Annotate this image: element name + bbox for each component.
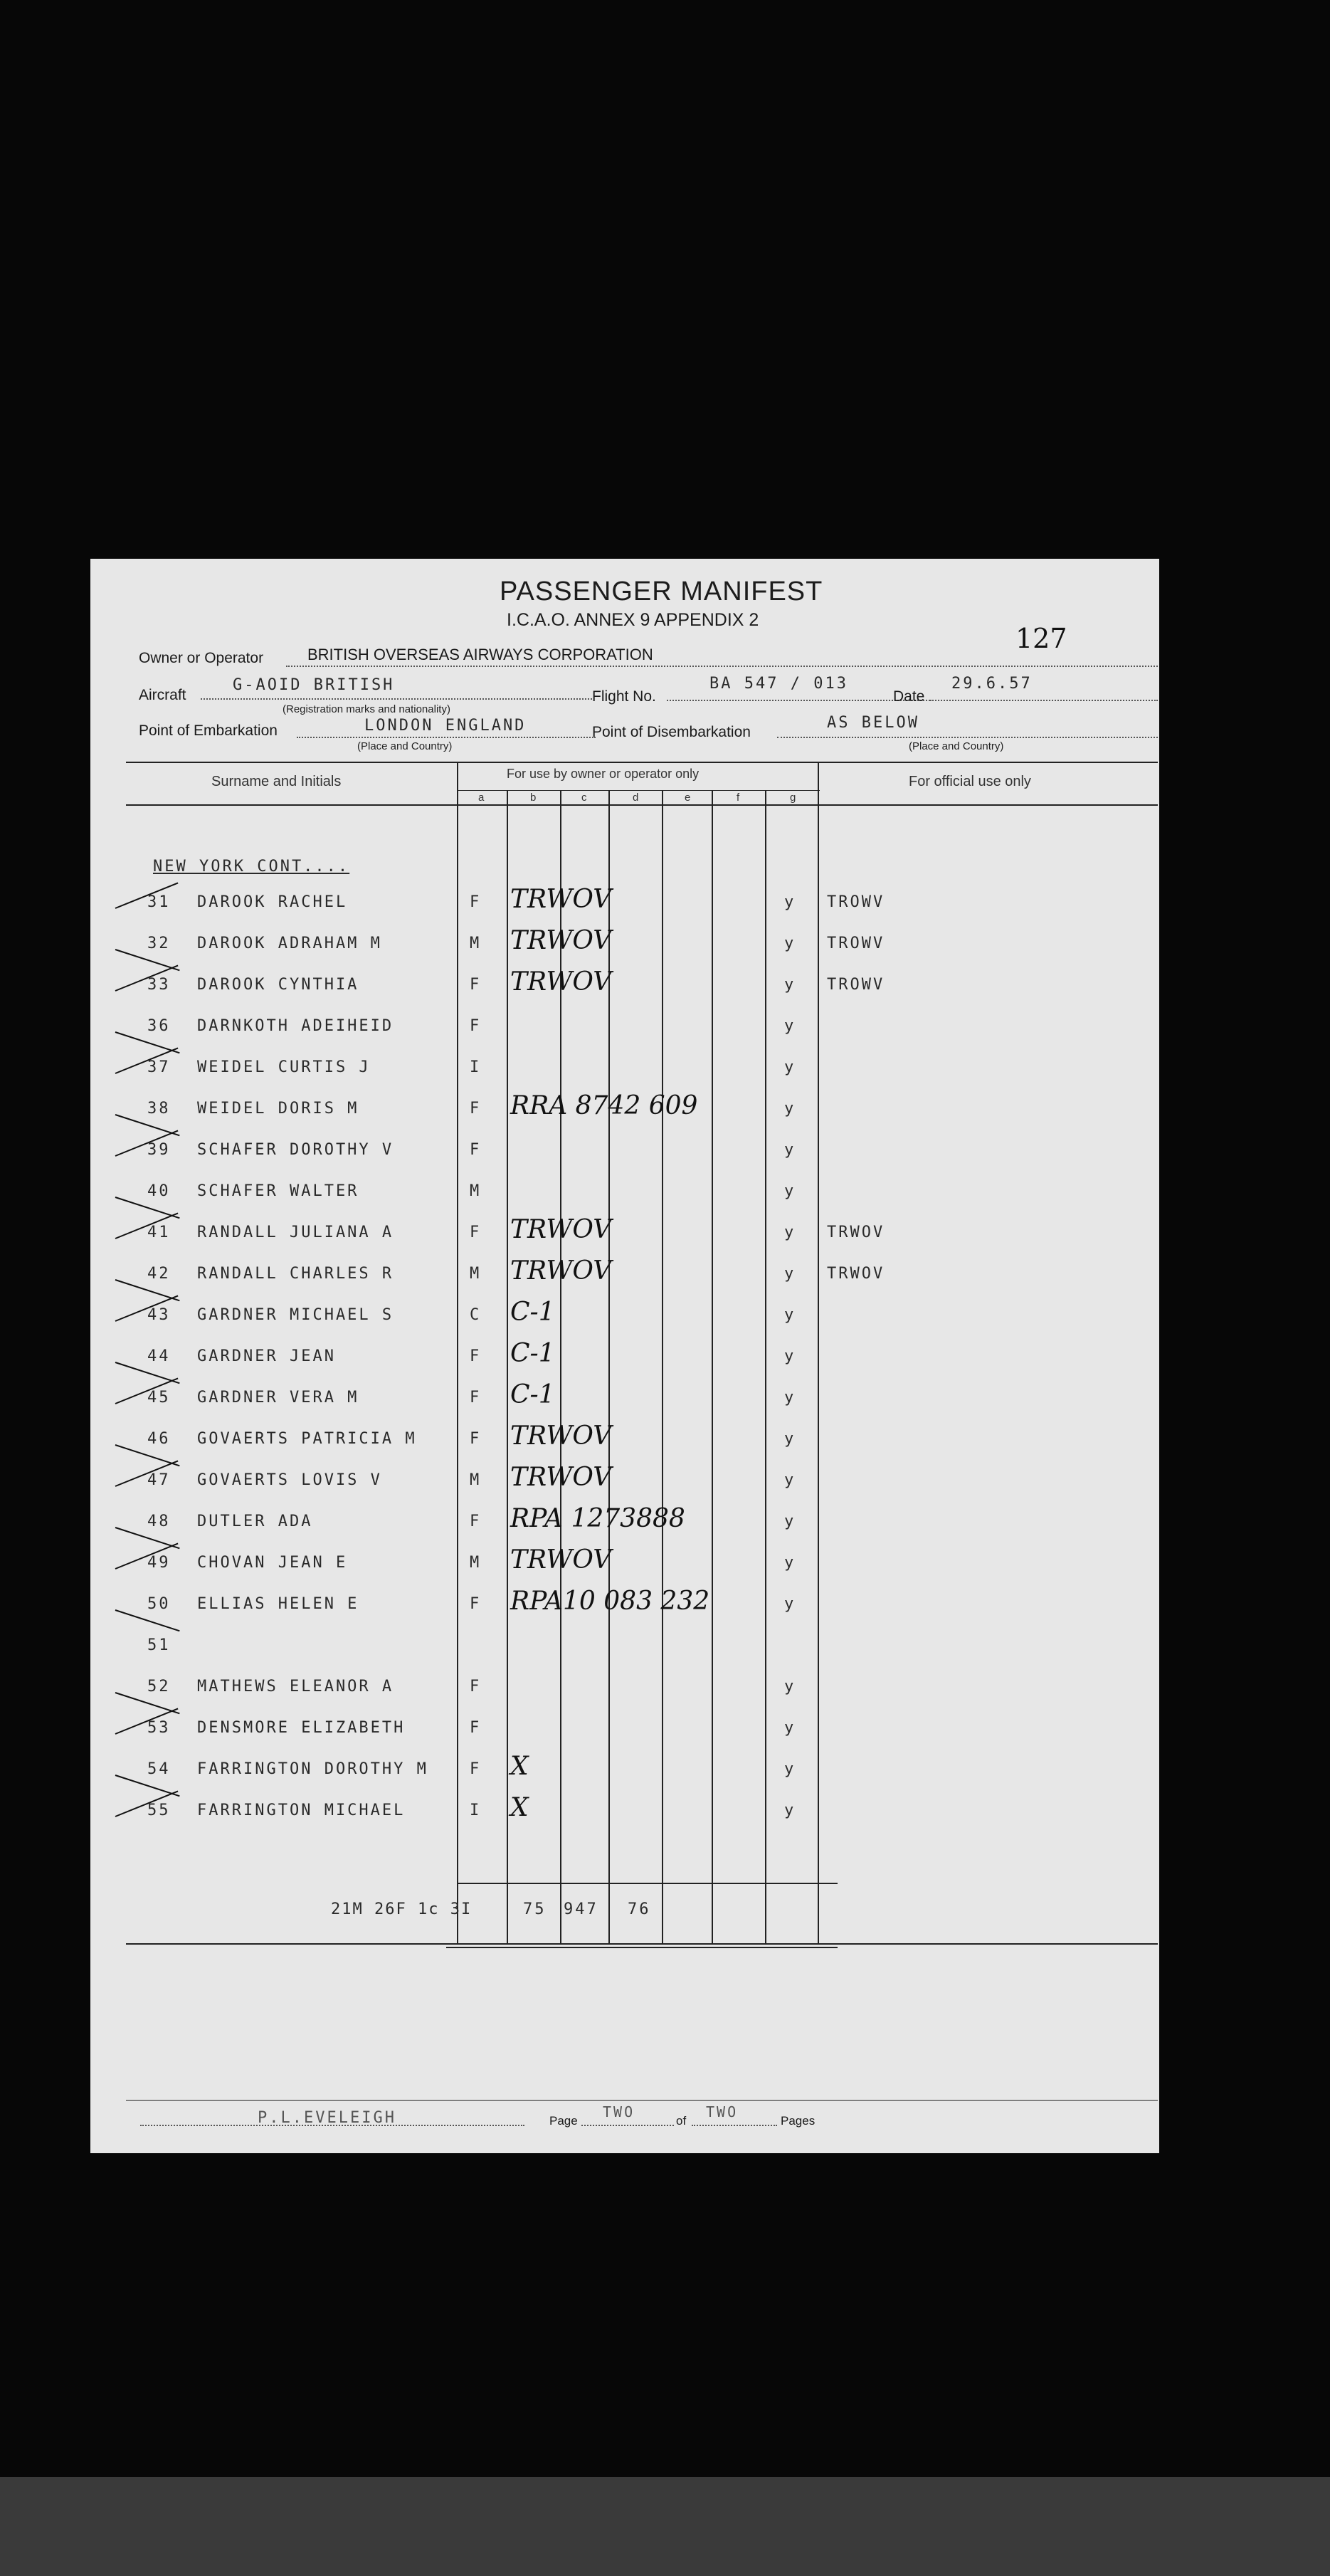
column-g-mark: y <box>784 1017 796 1035</box>
table-header-rule <box>126 804 1158 806</box>
owner-note-b: C-1 <box>510 1380 555 1409</box>
passenger-name: RANDALL JULIANA A <box>197 1224 394 1241</box>
owner-note-b: TRWOV <box>510 967 612 997</box>
passenger-sex: F <box>470 1719 482 1737</box>
of-label: of <box>676 2114 687 2128</box>
scan-bottom-band <box>0 2477 1330 2576</box>
column-g-mark: y <box>784 1265 796 1283</box>
flight-label: Flight No. <box>592 688 656 705</box>
manifest-title: PASSENGER MANIFEST <box>500 577 823 606</box>
passenger-sex: C <box>470 1306 482 1324</box>
passenger-name: FARRINGTON DOROTHY M <box>197 1760 428 1778</box>
passenger-name: DENSMORE ELIZABETH <box>197 1719 406 1737</box>
owner-note-b: RRA 8742 609 <box>510 1091 698 1120</box>
column-g-mark: y <box>784 1224 796 1241</box>
row-number: 47 <box>147 1471 171 1489</box>
embarkation-note: (Place and Country) <box>357 740 453 752</box>
passenger-name: ELLIAS HELEN E <box>197 1595 359 1613</box>
column-g-mark: y <box>784 1719 796 1737</box>
row-number: 45 <box>147 1389 171 1407</box>
sub-column-e: e <box>685 792 691 804</box>
row-number: 31 <box>147 893 171 911</box>
manifest-subtitle: I.C.A.O. ANNEX 9 APPENDIX 2 <box>507 610 759 630</box>
surname-column-header: Surname and Initials <box>211 774 342 789</box>
row-number: 48 <box>147 1513 171 1530</box>
passenger-sex: M <box>470 935 482 952</box>
official-note: TRWOV <box>827 1265 885 1283</box>
owner-note-b: TRWOV <box>510 1421 612 1451</box>
aircraft-value: G-AOID BRITISH <box>233 676 395 694</box>
passenger-sex: F <box>470 1224 482 1241</box>
page-value: TWO <box>603 2103 635 2120</box>
owner-note-b: RPA 1273888 <box>510 1504 685 1533</box>
sub-column-f: f <box>737 792 740 804</box>
passenger-sex: M <box>470 1554 482 1572</box>
passenger-sex: M <box>470 1265 482 1283</box>
passenger-name: SCHAFER WALTER <box>197 1182 359 1200</box>
owner-note-b: C-1 <box>510 1298 555 1327</box>
of-value: TWO <box>706 2103 739 2120</box>
passenger-name: GARDNER JEAN <box>197 1347 336 1365</box>
totals-summary: 21M 26F 1c 3I <box>331 1901 473 1918</box>
pages-label: Pages <box>781 2114 816 2128</box>
sub-column-c: c <box>581 792 587 804</box>
sub-column-b: b <box>530 792 537 804</box>
totals-c: 947 <box>564 1901 598 1918</box>
official-note: TRWOV <box>827 1224 885 1241</box>
column-g-mark: y <box>784 976 796 994</box>
passenger-name: GOVAERTS LOVIS V <box>197 1471 382 1489</box>
passenger-name: GARDNER MICHAEL S <box>197 1306 394 1324</box>
passenger-name: DAROOK ADRAHAM M <box>197 935 382 952</box>
row-number: 51 <box>147 1636 171 1654</box>
passenger-sex: I <box>470 1058 482 1076</box>
row-number: 36 <box>147 1017 171 1035</box>
column-g-mark: y <box>784 1100 796 1118</box>
passenger-name: MATHEWS ELEANOR A <box>197 1678 394 1696</box>
table-bottom-rule <box>126 1943 1158 1945</box>
column-g-mark: y <box>784 1182 796 1200</box>
row-number: 42 <box>147 1265 171 1283</box>
sub-column-a: a <box>478 792 485 804</box>
passenger-name: CHOVAN JEAN E <box>197 1554 348 1572</box>
passenger-sex: F <box>470 1760 482 1778</box>
passenger-name: SCHAFER DOROTHY V <box>197 1141 394 1159</box>
row-number: 55 <box>147 1802 171 1819</box>
owner-note-b: TRWOV <box>510 926 612 955</box>
owner-value: BRITISH OVERSEAS AIRWAYS CORPORATION <box>307 646 653 663</box>
passenger-sex: F <box>470 893 482 911</box>
column-g-mark: y <box>784 1802 796 1819</box>
passenger-name: DAROOK RACHEL <box>197 893 348 911</box>
aircraft-note: (Registration marks and nationality) <box>283 703 450 715</box>
passenger-sex: M <box>470 1182 482 1200</box>
passenger-name: DUTLER ADA <box>197 1513 313 1530</box>
totals-d: 76 <box>628 1901 651 1918</box>
passenger-sex: M <box>470 1471 482 1489</box>
date-value: 29.6.57 <box>951 675 1033 693</box>
row-number: 33 <box>147 976 171 994</box>
embarkation-label: Point of Embarkation <box>139 722 278 739</box>
owner-note-b: X <box>510 1793 529 1822</box>
column-g-mark: y <box>784 1760 796 1778</box>
manifest-sheet <box>90 559 1159 2153</box>
row-number: 32 <box>147 935 171 952</box>
owner-note-b: RPA10 083 232 <box>510 1587 710 1616</box>
column-g-mark: y <box>784 1471 796 1489</box>
sub-column-d: d <box>633 792 639 804</box>
column-g-mark: y <box>784 935 796 952</box>
passenger-sex: F <box>470 1141 482 1159</box>
column-g-mark: y <box>784 1141 796 1159</box>
passenger-name: DARNKOTH ADEIHEID <box>197 1017 394 1035</box>
owner-note-b: TRWOV <box>510 1256 612 1286</box>
sheet-page-number: 127 <box>1015 623 1067 654</box>
owner-note-b: TRWOV <box>510 1463 612 1492</box>
row-number: 50 <box>147 1595 171 1613</box>
passenger-sex: F <box>470 1595 482 1613</box>
owner-note-b: TRWOV <box>510 1215 612 1244</box>
official-use-column-header: For official use only <box>909 774 1031 789</box>
section-heading: NEW YORK CONT.... <box>153 858 350 876</box>
table-top-rule <box>126 762 1158 763</box>
page-label: Page <box>549 2114 578 2128</box>
row-number: 41 <box>147 1224 171 1241</box>
disembarkation-value: AS BELOW <box>827 714 919 732</box>
row-number: 49 <box>147 1554 171 1572</box>
owner-note-b: TRWOV <box>510 1545 612 1574</box>
row-number: 44 <box>147 1347 171 1365</box>
owner-note-b: TRWOV <box>510 885 612 914</box>
column-g-mark: y <box>784 1058 796 1076</box>
passenger-name: GARDNER VERA M <box>197 1389 359 1407</box>
passenger-sex: F <box>470 1513 482 1530</box>
signature: P.L.EVELEIGH <box>258 2109 396 2127</box>
passenger-name: FARRINGTON MICHAEL <box>197 1802 406 1819</box>
passenger-name: RANDALL CHARLES R <box>197 1265 394 1283</box>
passenger-sex: F <box>470 1347 482 1365</box>
row-number: 43 <box>147 1306 171 1324</box>
column-g-mark: y <box>784 1430 796 1448</box>
column-g-mark: y <box>784 1595 796 1613</box>
row-number: 54 <box>147 1760 171 1778</box>
date-label: Date <box>893 688 925 705</box>
official-note: TROWV <box>827 935 885 952</box>
passenger-sex: F <box>470 1017 482 1035</box>
row-number: 52 <box>147 1678 171 1696</box>
owner-label: Owner or Operator <box>139 650 264 666</box>
passenger-sex: F <box>470 1389 482 1407</box>
passenger-name: GOVAERTS PATRICIA M <box>197 1430 417 1448</box>
sub-column-g: g <box>790 792 796 804</box>
row-number: 53 <box>147 1719 171 1737</box>
passenger-name: DAROOK CYNTHIA <box>197 976 359 994</box>
column-g-mark: y <box>784 1678 796 1696</box>
embarkation-value: LONDON ENGLAND <box>364 717 527 735</box>
passenger-sex: F <box>470 1678 482 1696</box>
column-g-mark: y <box>784 1513 796 1530</box>
column-g-mark: y <box>784 1306 796 1324</box>
official-note: TROWV <box>827 893 885 911</box>
official-note: TROWV <box>827 976 885 994</box>
column-g-mark: y <box>784 1389 796 1407</box>
column-g-mark: y <box>784 893 796 911</box>
passenger-sex: I <box>470 1802 482 1819</box>
passenger-name: WEIDEL CURTIS J <box>197 1058 371 1076</box>
column-g-mark: y <box>784 1347 796 1365</box>
row-number: 37 <box>147 1058 171 1076</box>
owner-note-b: C-1 <box>510 1339 555 1368</box>
owner-use-column-header: For use by owner or operator only <box>507 767 700 781</box>
passenger-sex: F <box>470 1100 482 1118</box>
row-number: 39 <box>147 1141 171 1159</box>
column-g-mark: y <box>784 1554 796 1572</box>
passenger-name: WEIDEL DORIS M <box>197 1100 359 1118</box>
aircraft-label: Aircraft <box>139 687 186 703</box>
passenger-sex: F <box>470 1430 482 1448</box>
row-number: 46 <box>147 1430 171 1448</box>
row-number: 40 <box>147 1182 171 1200</box>
disembarkation-label: Point of Disembarkation <box>592 724 751 740</box>
disembarkation-note: (Place and Country) <box>909 740 1004 752</box>
totals-b: 75 <box>523 1901 547 1918</box>
row-number: 38 <box>147 1100 171 1118</box>
passenger-sex: F <box>470 976 482 994</box>
owner-note-b: X <box>510 1752 529 1781</box>
flight-value: BA 547 / 013 <box>709 675 848 693</box>
